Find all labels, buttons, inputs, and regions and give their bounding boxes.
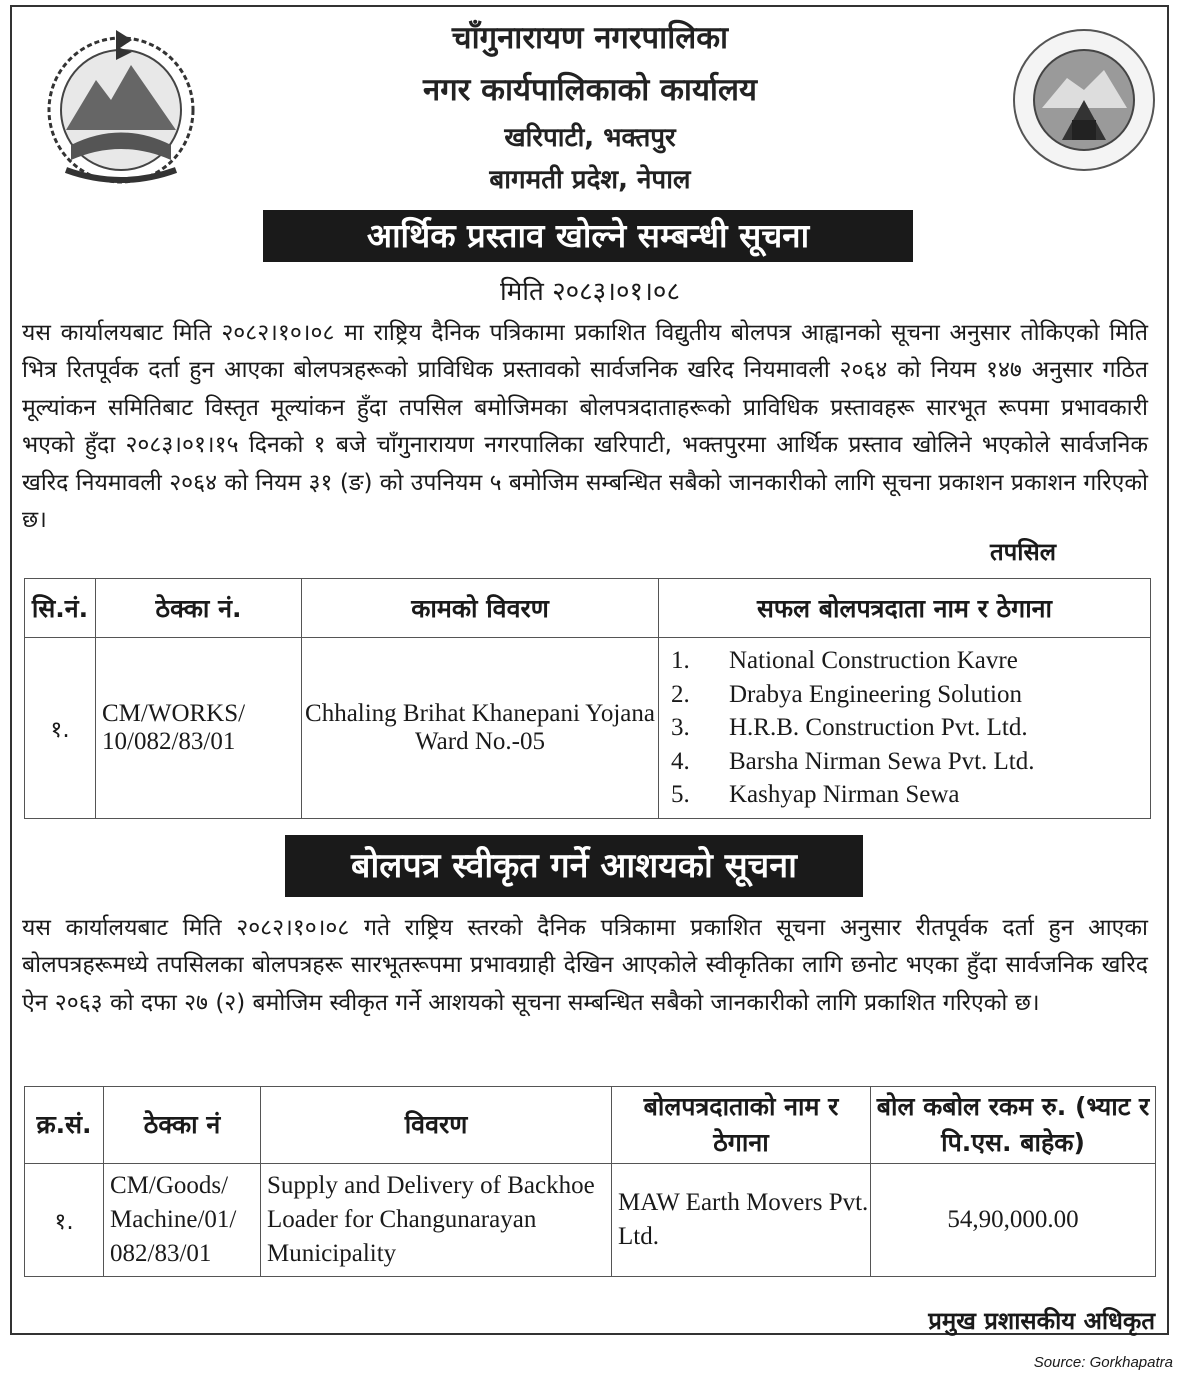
- col-sn: क्र.सं.: [25, 1087, 104, 1164]
- row-bidder: MAW Earth Movers Pvt. Ltd.: [612, 1164, 871, 1277]
- office-name: नगर कार्यपालिकाको कार्यालय: [423, 72, 757, 108]
- office-address: खरिपाटी, भक्तपुर: [504, 123, 676, 153]
- row-description: Supply and Delivery of Backhoe Loader for Changunarayan Municipality: [261, 1164, 612, 1277]
- list-number: 2.: [671, 680, 690, 708]
- municipality-name: चाँगुनारायण नगरपालिका: [451, 20, 729, 56]
- col-sn: सि.नं.: [25, 579, 96, 638]
- signature-title: प्रमुख प्रशासकीय अधिकृत: [928, 1307, 1155, 1335]
- notice2-title: बोलपत्र स्वीकृत गर्ने आशयको सूचना: [285, 835, 863, 897]
- list-item: [659, 711, 1150, 745]
- bidder-name: Kashyap Nirman Sewa: [729, 781, 960, 809]
- list-number: 3.: [671, 714, 690, 742]
- intent-award-table: [24, 1086, 1156, 1277]
- row-contract: CM/Goods/ Machine/01/ 082/83/01: [104, 1164, 261, 1277]
- col-amount: बोल कबोल रकम रु. (भ्याट र पि.एस. बाहेक): [871, 1087, 1156, 1164]
- municipality-seal-icon: [1012, 28, 1157, 173]
- bidder-name: Drabya Engineering Solution: [729, 680, 1022, 708]
- table-row: [25, 1164, 1156, 1277]
- notice1-title: आर्थिक प्रस्ताव खोल्ने सम्बन्धी सूचना: [263, 210, 913, 262]
- notice1-body: यस कार्यालयबाट मिति २०८२।१०।०८ मा राष्ट्रिय दैनिक पत्रिकामा प्रकाशित विद्युतीय बोलपत्र आह्वानको सूचना अनुसार तोकिएको मिति भित्र रितपूर्वक दर्ता हुन आएका बोलपत्रहरूको प्राविधिक प्रस्तावको सार्वजनिक खरिद नियमावली २०६४ को नियम १४७ अनुसार गठित मूल्यांकन समितिबाट विस्तृत मूल्यांकन हुँदा तपसिल बमोजिमका बोलपत्रदाताहरूको प्राविधिक प्रस्तावहरू सारभूत रूपमा प्रभावकारी भएको हुँदा २०८३।०१।१५ दिनको १ बजे चाँगुनारायण नगरपालिका खरिपाटी, भक्तपुरमा आर्थिक प्रस्ताव खोलिने भएकोले सार्वजनिक खरिद नियमावली २०६४ को नियम ३१ (ङ) को उपनियम ५ बमोजिम सम्बन्धित सबैको जानकारीको लागि सूचना प्रकाशन प्रकाशन गरिएको छ।: [22, 320, 1148, 534]
- bidder-name: Barsha Nirman Sewa Pvt. Ltd.: [729, 747, 1035, 775]
- row-bidders: [659, 638, 1151, 819]
- row-contract: CM/WORKS/ 10/082/83/01: [96, 638, 302, 819]
- col-contract: ठेक्का नं: [104, 1087, 261, 1164]
- row-sn: १.: [25, 1164, 104, 1277]
- col-description: कामको विवरण: [302, 579, 659, 638]
- province-country: बागमती प्रदेश, नेपाल: [489, 165, 691, 195]
- list-number: 4.: [671, 747, 690, 775]
- source-credit: Source: Gorkhapatra: [1033, 1354, 1173, 1371]
- technical-result-table: [24, 578, 1151, 819]
- bidder-name: H.R.B. Construction Pvt. Ltd.: [729, 714, 1028, 742]
- list-number: 5.: [671, 781, 690, 809]
- col-contract: ठेक्का नं.: [96, 579, 302, 638]
- row-amount: 54,90,000.00: [871, 1164, 1156, 1277]
- table-header-row: [25, 579, 1151, 638]
- list-item: [659, 745, 1150, 779]
- list-number: 1.: [671, 647, 690, 675]
- table-header-row: [25, 1087, 1156, 1164]
- details-label: तपसिल: [990, 538, 1057, 566]
- list-item: [659, 678, 1150, 712]
- list-item: [659, 778, 1150, 812]
- list-item: [659, 644, 1150, 678]
- row-description: Chhaling Brihat Khanepani Yojana Ward No.-05: [302, 638, 659, 819]
- bidder-name: National Construction Kavre: [729, 647, 1018, 675]
- table-row: [25, 638, 1151, 819]
- col-description: विवरण: [261, 1087, 612, 1164]
- col-bidder: बोलपत्रदाताको नाम र ठेगाना: [612, 1087, 871, 1164]
- row-sn: १.: [25, 638, 96, 819]
- col-bidders: सफल बोलपत्रदाता नाम र ठेगाना: [659, 579, 1151, 638]
- notice-date: मिति २०८३।०१।०८: [500, 277, 680, 307]
- notice2-body: यस कार्यालयबाट मिति २०८२।१०।०८ गते राष्ट्रिय स्तरको दैनिक पत्रिकामा प्रकाशित सूचना अनुसार रीतपूर्वक दर्ता हुन आएका बोलपत्रहरूमध्ये तपसिलका बोलपत्रहरू सारभूतरूपमा प्रभावग्राही देखिन आएकोले स्वीकृतिका लागि छनोट भएका हुँदा सार्वजनिक खरिद ऐन २०६३ को दफा २७ (२) बमोजिम स्वीकृत गर्ने आशयको सूचना सम्बन्धित सबैको जानकारीको लागि प्रकाशित गरिएको छ।: [22, 915, 1148, 1016]
- nepal-emblem-icon: [36, 20, 206, 190]
